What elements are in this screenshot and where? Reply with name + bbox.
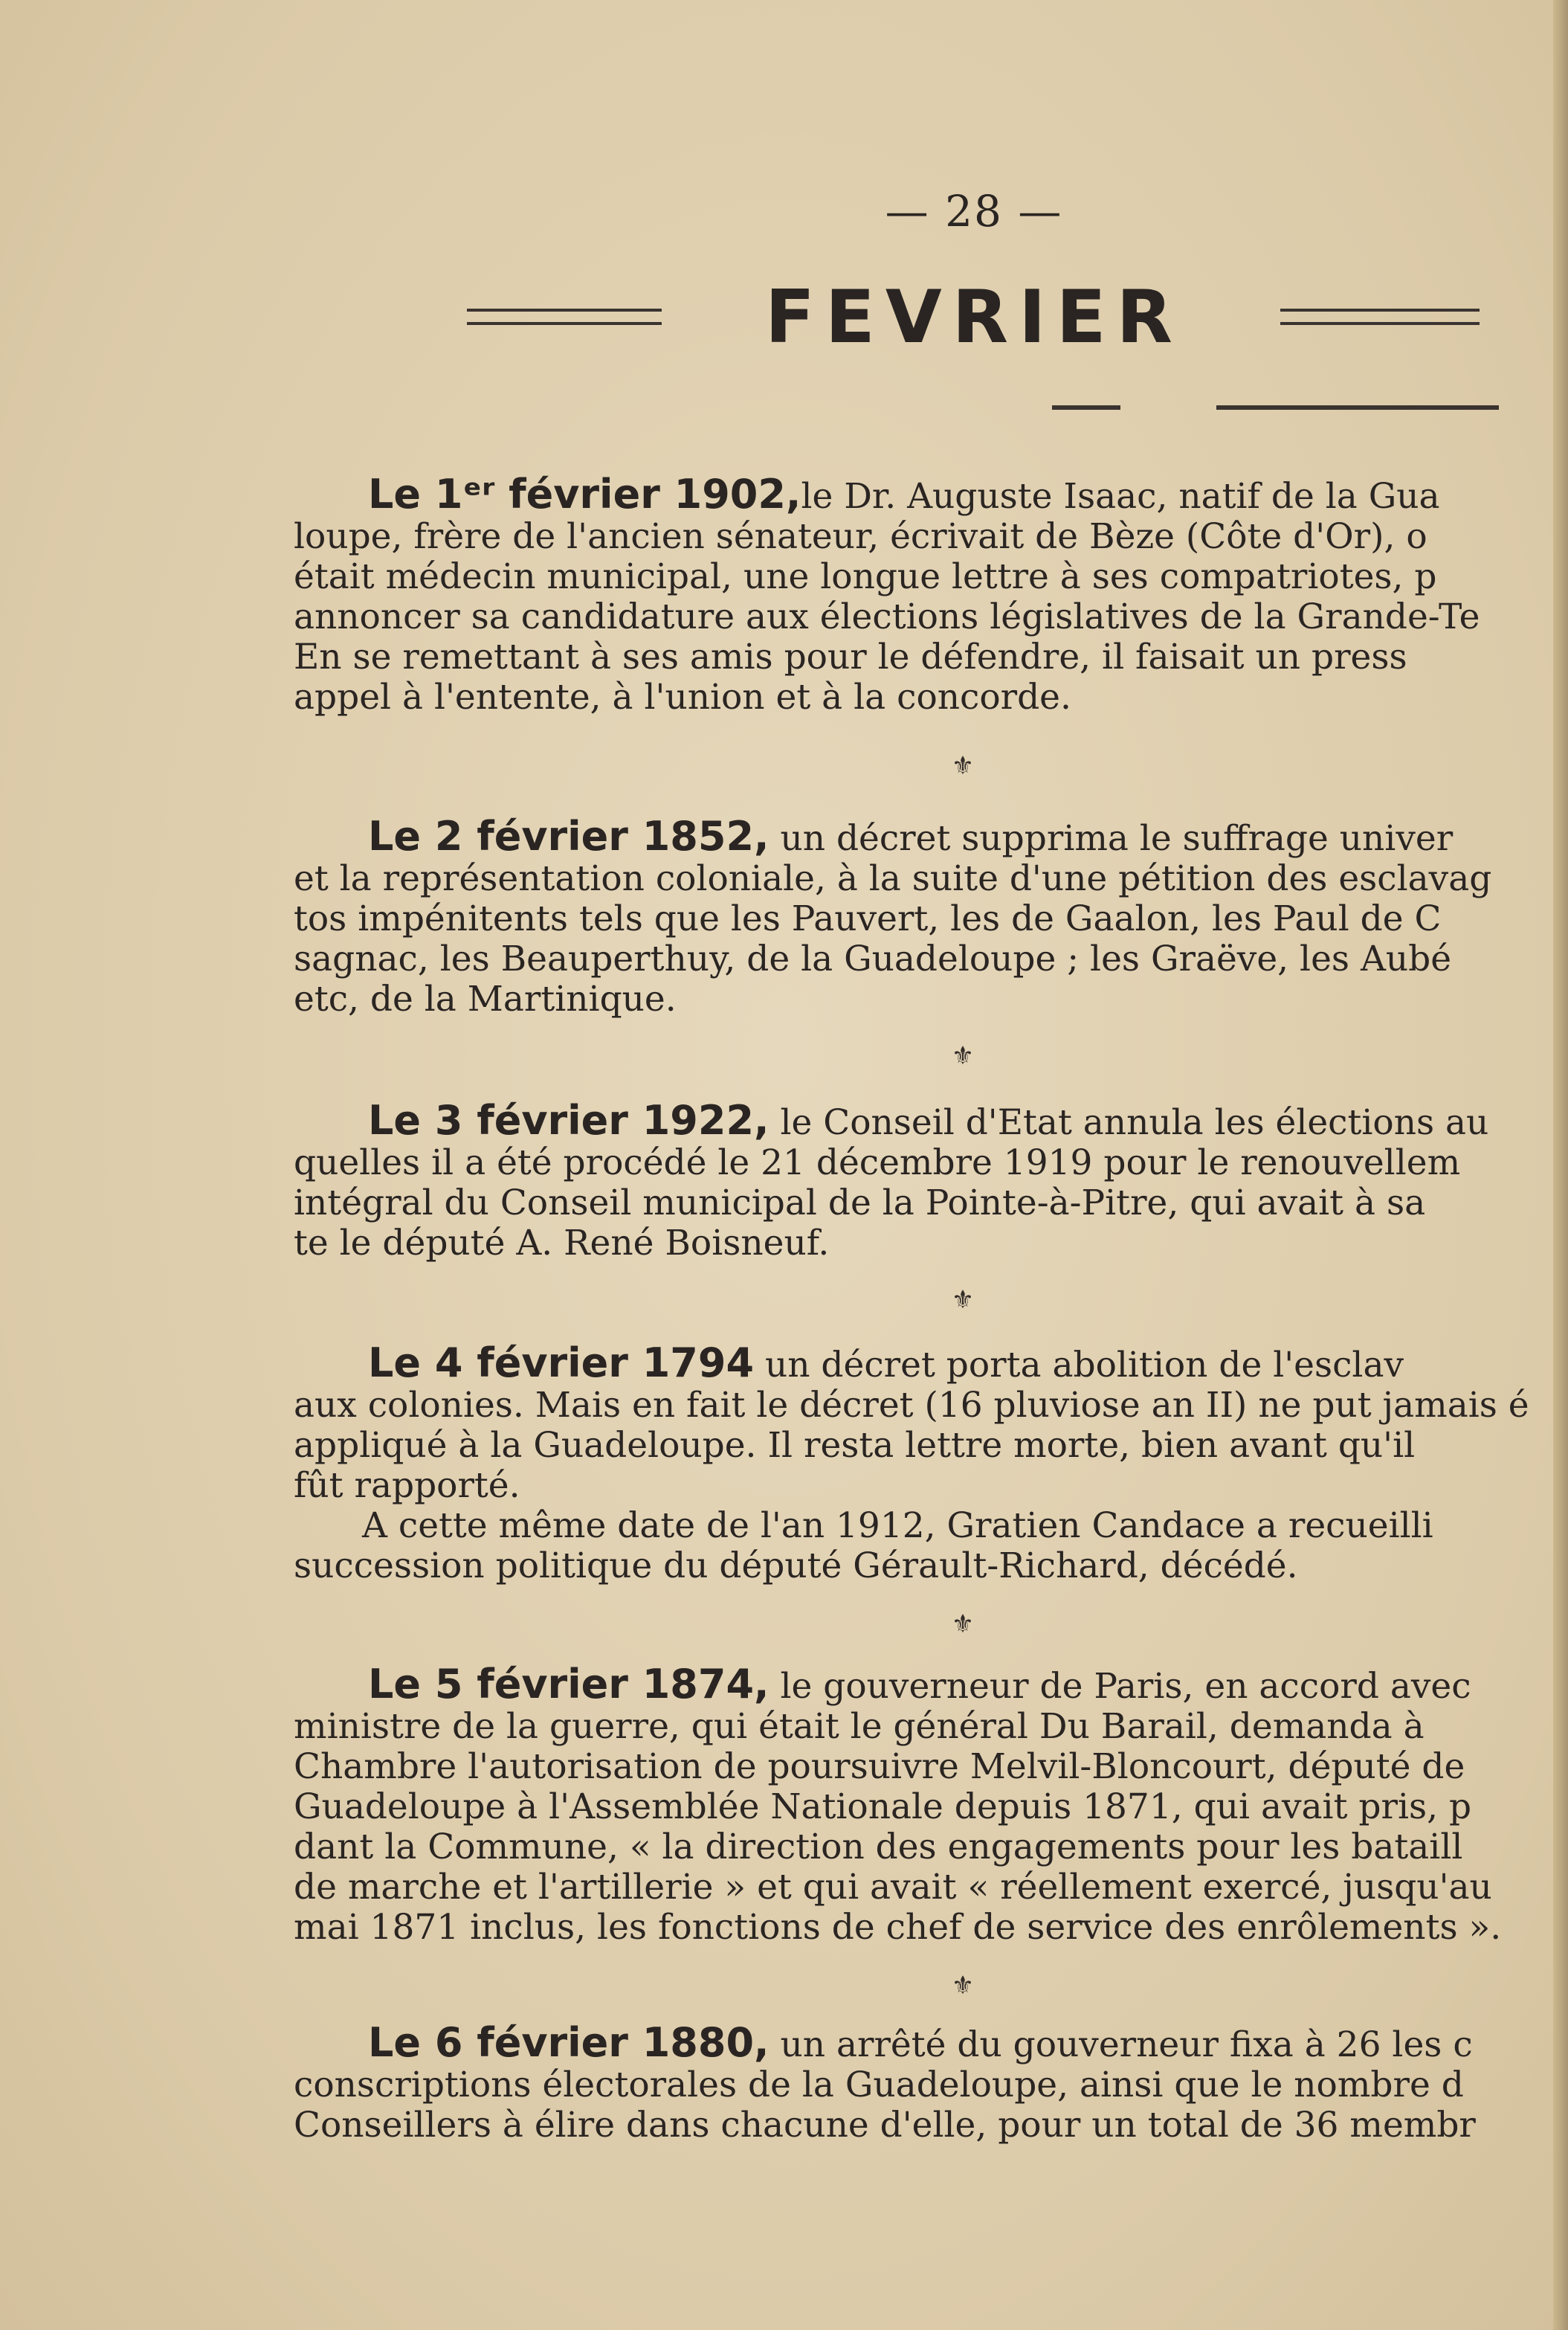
entry-line: tos impénitents tels que les Pauvert, les de Gaalon, les Paul de C [294,898,1442,939]
fleuron-ornament: ⚜ [951,1041,975,1071]
entry-feb-6 [294,2019,1568,2146]
entry-line [294,1097,1568,1144]
entry-text: un décret porta abolition de l'esclav [754,1345,1404,1386]
entry-line: quelles il a été procédé le 21 décembre 1919 pour le renouvellem [294,1142,1461,1183]
entry-line: appel à l'entente, à l'union et à la concorde. [294,677,1071,718]
entry-date-heading: Le 6 février 1880, [368,2019,770,2066]
entry-line: fût rapporté. [294,1465,520,1506]
entry-line: loupe, frère de l'ancien sénateur, écrivait de Bèze (Côte d'Or), o [294,516,1427,557]
page-number: — 28 — [885,186,1063,236]
entry-feb-5 [294,1661,1568,1948]
title-rule-right [1280,309,1480,325]
fleuron-ornament: ⚜ [951,1609,975,1639]
entry-line: En se remettant à ses amis pour le défendre, il faisait un press [294,637,1407,678]
entry-feb-2 [294,813,1568,1020]
entry-line: de marche et l'artillerie » et qui avait « réellement exercé, jusqu'au [294,1867,1492,1908]
entry-date-heading: Le 3 février 1922, [368,1097,770,1144]
entry-text: un décret supprima le suffrage univer [769,818,1454,859]
entry-text: le gouverneur de Paris, en accord avec [769,1666,1471,1707]
entry-text: un arrêté du gouverneur fixa à 26 les c [769,2024,1473,2065]
entry-line: A cette même date de l'an 1912, Gratien Candace a recueilli [362,1505,1433,1546]
entry-date-heading: Le 1ᵉʳ février 1902, [368,471,801,518]
entry-date-heading: Le 4 février 1794 [368,1339,755,1386]
entry-line: sagnac, les Beauperthuy, de la Guadeloupe ; les Graëve, les Aubé [294,939,1452,979]
entry-line: conscriptions électorales de la Guadeloupe, ainsi que le nombre d [294,2065,1464,2105]
entry-date-heading: Le 5 février 1874, [368,1661,770,1708]
entry-line: annoncer sa candidature aux élections législatives de la Grande-Te [294,596,1480,637]
entry-text: le Dr. Auguste Isaac, natif de la Gua [801,476,1440,517]
entry-line: ministre de la guerre, qui était le général Du Barail, demanda à [294,1706,1425,1747]
entry-line: mai 1871 inclus, les fonctions de chef de service des enrôlements ». [294,1907,1502,1948]
entry-line: dant la Commune, « la direction des engagements pour les bataill [294,1827,1463,1867]
entry-line: était médecin municipal, une longue lettre à ses compatriotes, p [294,556,1437,597]
entry-line: intégral du Conseil municipal de la Pointe-à-Pitre, qui avait à sa [294,1182,1426,1223]
entry-line [294,1661,1568,1708]
entry-line [294,813,1568,860]
entry-line: appliqué à la Guadeloupe. Il resta lettre morte, bien avant qu'il [294,1425,1416,1466]
entry-line: etc, de la Martinique. [294,979,677,1020]
entry-line: te le député A. René Boisneuf. [294,1223,830,1264]
entry-feb-3 [294,1097,1568,1264]
entry-date-heading: Le 2 février 1852, [368,813,770,860]
entry-line [294,2019,1568,2066]
fleuron-ornament: ⚜ [951,751,975,781]
entry-line [294,471,1568,518]
entry-feb-1 [294,471,1568,718]
entry-line [294,1339,1568,1386]
entry-text: le Conseil d'Etat annula les élections au [769,1102,1489,1143]
month-title: FEVRIER [764,275,1184,360]
title-ornament-dash [1052,405,1120,410]
fleuron-ornament: ⚜ [951,1285,975,1315]
entry-line: Chambre l'autorisation de poursuivre Melvil-Bloncourt, député de [294,1746,1465,1787]
entry-line: et la représentation coloniale, à la suite d'une pétition des esclavag [294,858,1492,899]
entry-line: Conseillers à élire dans chacune d'elle, pour un total de 36 membr [294,2105,1476,2146]
entry-line: succession politique du député Gérault-Richard, décédé. [294,1545,1298,1586]
fleuron-ornament: ⚜ [951,1971,975,2001]
entry-feb-4 [294,1339,1568,1586]
entry-line: Guadeloupe à l'Assemblée Nationale depuis 1871, qui avait pris, p [294,1786,1472,1827]
title-ornament-line [1216,405,1499,410]
entry-line: aux colonies. Mais en fait le décret (16 pluviose an II) ne put jamais é [294,1385,1529,1426]
